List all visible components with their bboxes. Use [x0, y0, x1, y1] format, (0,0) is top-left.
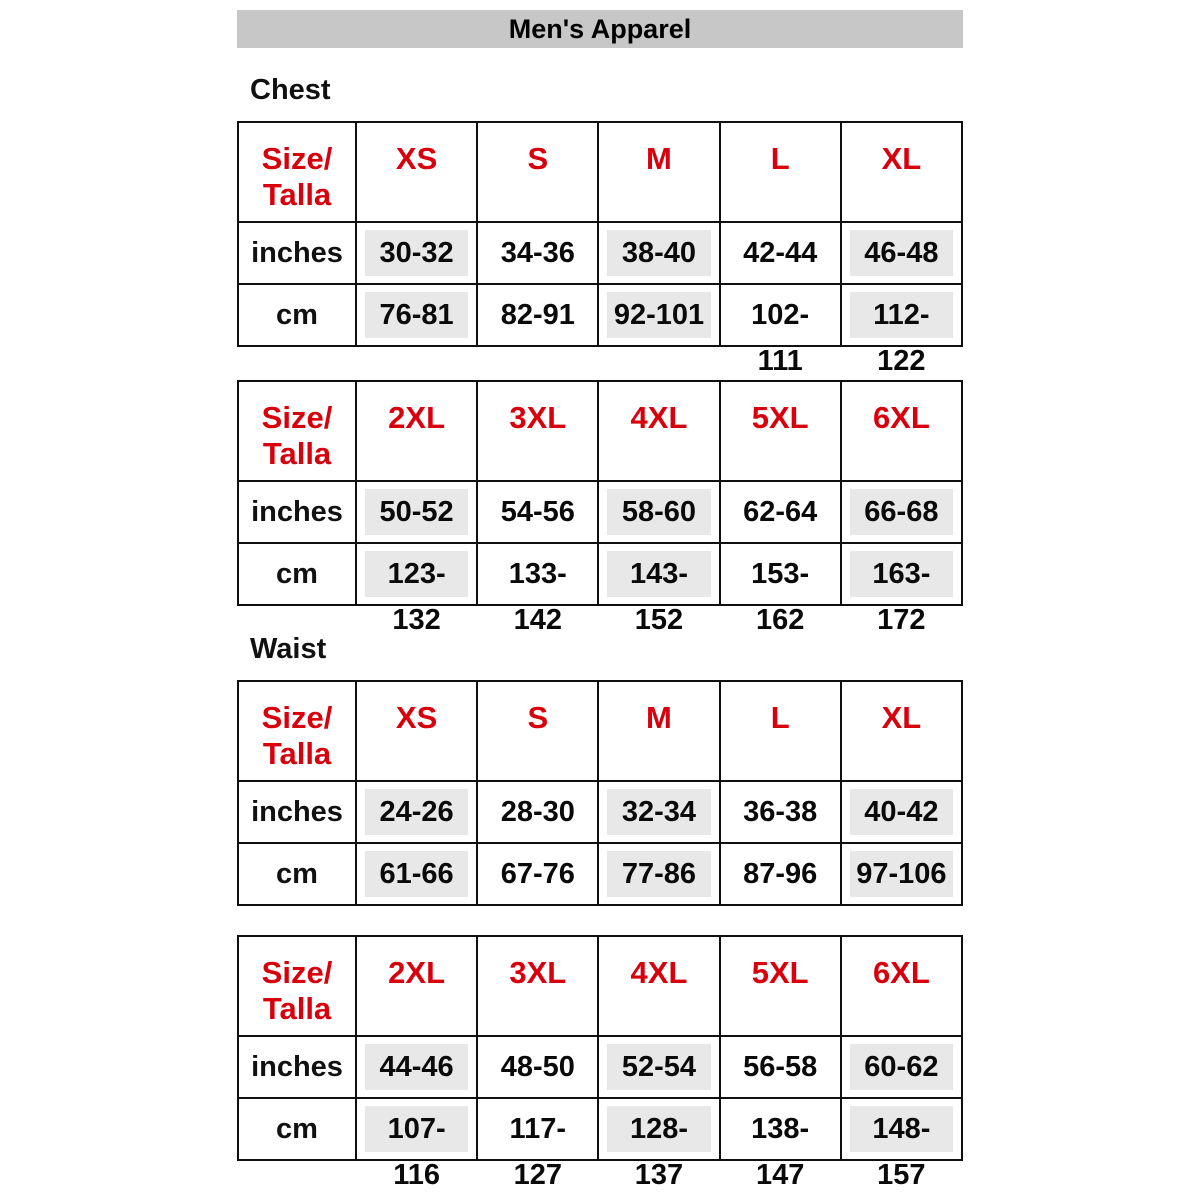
value-cell — [841, 1036, 962, 1098]
size-header-xs: XS — [356, 122, 477, 222]
value: 128-137 — [607, 1106, 710, 1152]
size-label-line1: Size/ — [261, 955, 333, 990]
value: 153-162 — [751, 558, 810, 636]
value: 34-36 — [500, 237, 575, 269]
section-heading-waist: Waist — [250, 633, 327, 665]
value: 92-101 — [607, 292, 710, 338]
value-cell — [598, 843, 719, 905]
row-label-inches: inches — [238, 481, 356, 543]
value: 30-32 — [365, 230, 468, 276]
value-cell — [477, 481, 598, 543]
value: 82-91 — [500, 299, 575, 331]
waist-size-table-xs-xl — [237, 680, 963, 906]
cm-row — [238, 843, 962, 905]
size-header-2xl: 2XL — [356, 936, 477, 1036]
value: 163-172 — [850, 551, 953, 597]
value: 62-64 — [743, 496, 818, 528]
row-label-inches: inches — [238, 781, 356, 843]
value-cell — [841, 781, 962, 843]
value-cell — [598, 284, 719, 346]
row-label-cm: cm — [238, 843, 356, 905]
value-cell — [598, 481, 719, 543]
value: 32-34 — [607, 789, 710, 835]
inches-row — [238, 1036, 962, 1098]
value-cell — [477, 843, 598, 905]
value: 58-60 — [607, 489, 710, 535]
value: 38-40 — [607, 230, 710, 276]
value: 133-142 — [508, 558, 567, 636]
value-cell — [720, 284, 841, 377]
value: 24-26 — [365, 789, 468, 835]
value-cell — [598, 543, 719, 636]
value: 102-111 — [751, 299, 810, 377]
value-cell — [477, 543, 598, 636]
size-label-line2: Talla — [262, 991, 332, 1026]
value-cell — [720, 1036, 841, 1098]
value: 44-46 — [365, 1044, 468, 1090]
value: 67-76 — [500, 858, 575, 890]
inches-row — [238, 222, 962, 284]
row-label-inches: inches — [238, 1036, 356, 1098]
value: 87-96 — [743, 858, 818, 890]
size-label-line2: Talla — [262, 436, 332, 471]
size-talla-header — [238, 681, 356, 781]
value: 117-127 — [509, 1113, 566, 1191]
value: 50-52 — [365, 489, 468, 535]
value: 112-122 — [850, 292, 953, 338]
size-talla-header — [238, 936, 356, 1036]
size-talla-header — [238, 122, 356, 222]
value-cell — [720, 543, 841, 636]
inches-row — [238, 781, 962, 843]
chest-size-table-xs-xl — [237, 121, 963, 377]
value: 76-81 — [365, 292, 468, 338]
cm-row — [238, 543, 962, 605]
value-cell — [598, 1036, 719, 1098]
page-title: Men's Apparel — [508, 13, 692, 44]
value: 54-56 — [500, 496, 575, 528]
value: 56-58 — [743, 1051, 818, 1083]
size-header-3xl: 3XL — [477, 381, 598, 481]
size-header-s: S — [477, 122, 598, 222]
size-header-4xl: 4XL — [598, 381, 719, 481]
chest-size-table-2xl-6xl — [237, 380, 963, 636]
value-cell — [841, 1098, 962, 1191]
value-cell — [841, 481, 962, 543]
value-cell — [477, 781, 598, 843]
value-cell — [477, 284, 598, 346]
size-header-3xl: 3XL — [477, 936, 598, 1036]
value-cell — [720, 222, 841, 284]
value: 36-38 — [743, 796, 818, 828]
size-header-4xl: 4XL — [598, 936, 719, 1036]
value-cell — [598, 781, 719, 843]
value: 60-62 — [850, 1044, 953, 1090]
value: 28-30 — [500, 796, 575, 828]
value-cell — [598, 1098, 719, 1191]
size-header-row — [238, 681, 962, 781]
size-header-row — [238, 381, 962, 481]
size-header-2xl: 2XL — [356, 381, 477, 481]
size-header-5xl: 5XL — [720, 381, 841, 481]
row-label-cm: cm — [238, 1098, 356, 1160]
size-header-xl: XL — [841, 122, 962, 222]
value-cell — [720, 1098, 841, 1191]
value: 52-54 — [607, 1044, 710, 1090]
value: 77-86 — [607, 851, 710, 897]
value-cell — [356, 843, 477, 905]
size-label-line2: Talla — [262, 177, 332, 212]
cm-row — [238, 1098, 962, 1160]
value: 148-157 — [850, 1106, 953, 1152]
cm-row — [238, 284, 962, 346]
size-header-xs: XS — [356, 681, 477, 781]
value-cell — [356, 543, 477, 636]
value: 61-66 — [365, 851, 468, 897]
value-cell — [356, 1098, 477, 1191]
row-label-cm: cm — [238, 284, 356, 346]
row-label-inches: inches — [238, 222, 356, 284]
size-label-line2: Talla — [262, 736, 332, 771]
value-cell — [356, 284, 477, 346]
value: 40-42 — [850, 789, 953, 835]
value-cell — [356, 222, 477, 284]
size-header-row — [238, 936, 962, 1036]
value-cell — [356, 481, 477, 543]
value-cell — [720, 781, 841, 843]
value-cell — [841, 222, 962, 284]
section-heading-chest: Chest — [250, 74, 331, 106]
size-header-s: S — [477, 681, 598, 781]
size-header-row — [238, 122, 962, 222]
value: 143-152 — [607, 551, 710, 597]
value-cell — [598, 222, 719, 284]
size-header-5xl: 5XL — [720, 936, 841, 1036]
value: 138-147 — [751, 1113, 810, 1191]
value-cell — [356, 781, 477, 843]
value-cell — [841, 843, 962, 905]
value-cell — [841, 284, 962, 377]
value-cell — [356, 1036, 477, 1098]
value: 66-68 — [850, 489, 953, 535]
value-cell — [477, 1098, 598, 1191]
inches-row — [238, 481, 962, 543]
size-talla-header — [238, 381, 356, 481]
size-header-m: M — [598, 122, 719, 222]
row-label-cm: cm — [238, 543, 356, 605]
value: 107-116 — [365, 1106, 468, 1152]
title-bar — [237, 10, 963, 48]
value-cell — [477, 222, 598, 284]
size-header-m: M — [598, 681, 719, 781]
value: 46-48 — [850, 230, 953, 276]
size-label-line1: Size/ — [261, 700, 333, 735]
value: 42-44 — [743, 237, 818, 269]
waist-size-table-2xl-6xl — [237, 935, 963, 1191]
size-header-xl: XL — [841, 681, 962, 781]
value: 123-132 — [365, 551, 468, 597]
value-cell — [841, 543, 962, 636]
size-header-6xl: 6XL — [841, 936, 962, 1036]
size-header-6xl: 6XL — [841, 381, 962, 481]
size-header-l: L — [720, 122, 841, 222]
size-label-line1: Size/ — [261, 141, 333, 176]
size-label-line1: Size/ — [261, 400, 333, 435]
size-header-l: L — [720, 681, 841, 781]
value-cell — [720, 843, 841, 905]
value-cell — [720, 481, 841, 543]
value: 97-106 — [850, 851, 953, 897]
value: 48-50 — [500, 1051, 575, 1083]
value-cell — [477, 1036, 598, 1098]
